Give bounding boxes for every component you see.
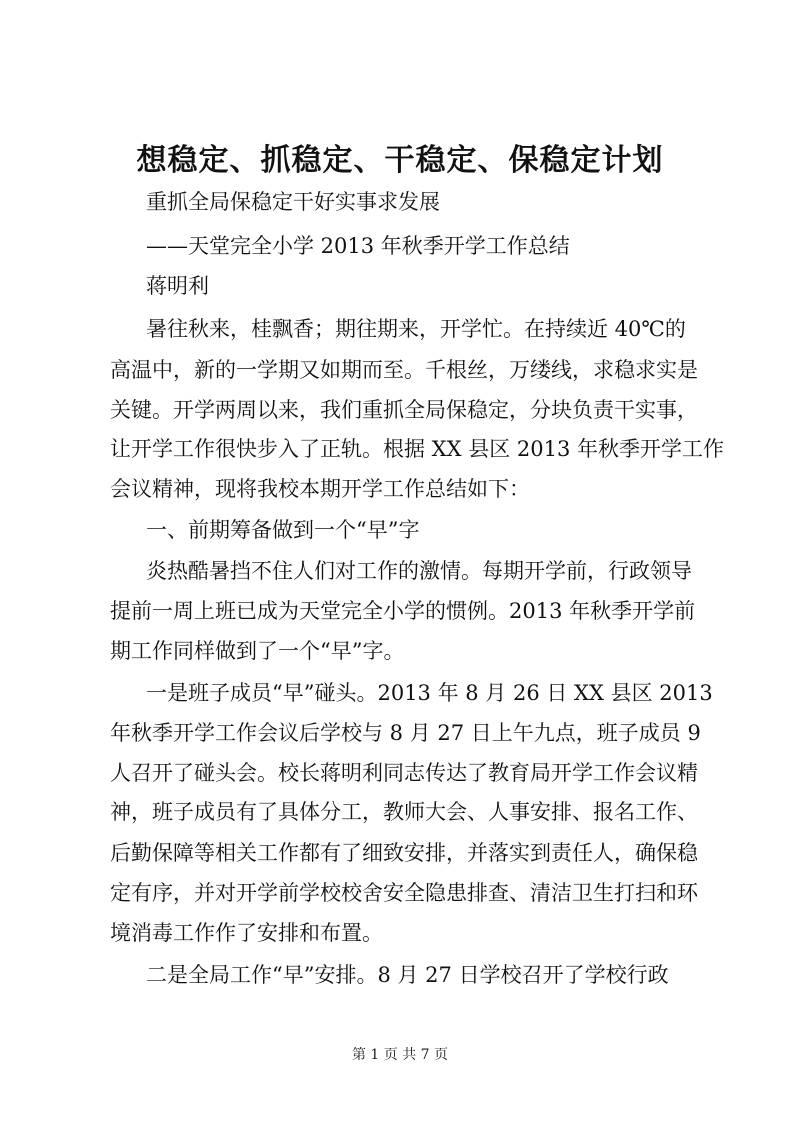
paragraph-line: 炎热酷暑挡不住人们对工作的激情。每期开学前，行政领导 [146,559,692,583]
paragraph-line: 一是班子成员“早”碰头。2013 年 8 月 26 日 XX 县区 2013 [146,681,713,705]
paragraph-line: 后勤保障等相关工作都有了细致安排，并落实到责任人，确保稳 [110,841,698,865]
section-heading: 一、前期筹备做到一个“早”字 [146,518,420,542]
document-title: 想稳定、抓稳定、干稳定、保稳定计划 [136,143,664,178]
paragraph-line: 让开学工作很快步入了正轨。根据 XX 县区 2013 年秋季开学工作 [110,437,725,461]
paragraph-line: 高温中，新的一学期又如期而至。千根丝，万缕线，求稳求实是 [110,358,698,382]
paragraph-line: 年秋季开学工作会议后学校与 8 月 27 日上午九点，班子成员 9 [110,721,701,745]
paragraph-line: 提前一周上班已成为天堂完全小学的惯例。2013 年秋季开学前 [110,599,696,623]
paragraph-line: 会议精神，现将我校本期开学工作总结如下： [110,477,530,501]
subtitle-school: ——天堂完全小学 2013 年秋季开学工作总结 [146,234,570,258]
paragraph-line: 神，班子成员有了具体分工，教师大会、人事安排、报名工作、 [110,800,698,824]
subtitle: 重抓全局保稳定干好实事求发展 [146,190,440,214]
author-name: 蒋明利 [146,274,209,298]
paragraph-line: 境消毒工作作了安排和布置。 [110,921,383,945]
paragraph-line: 期工作同样做到了一个“早”字。 [110,639,405,663]
paragraph-line: 人召开了碰头会。校长蒋明利同志传达了教育局开学工作会议精 [110,761,698,785]
page-number-footer: 第 1 页 共 7 页 [351,1047,449,1063]
paragraph-line: 二是全局工作“早”安排。8 月 27 日学校召开了学校行政 [146,963,669,987]
paragraph-line: 暑往秋来，桂飘香；期往期来，开学忙。在持续近 40℃的 [146,317,686,341]
paragraph-line: 关键。开学两周以来，我们重抓全局保稳定，分块负责干实事， [110,398,698,422]
paragraph-line: 定有序，并对开学前学校校舍安全隐患排查、清洁卫生打扫和环 [110,881,698,905]
